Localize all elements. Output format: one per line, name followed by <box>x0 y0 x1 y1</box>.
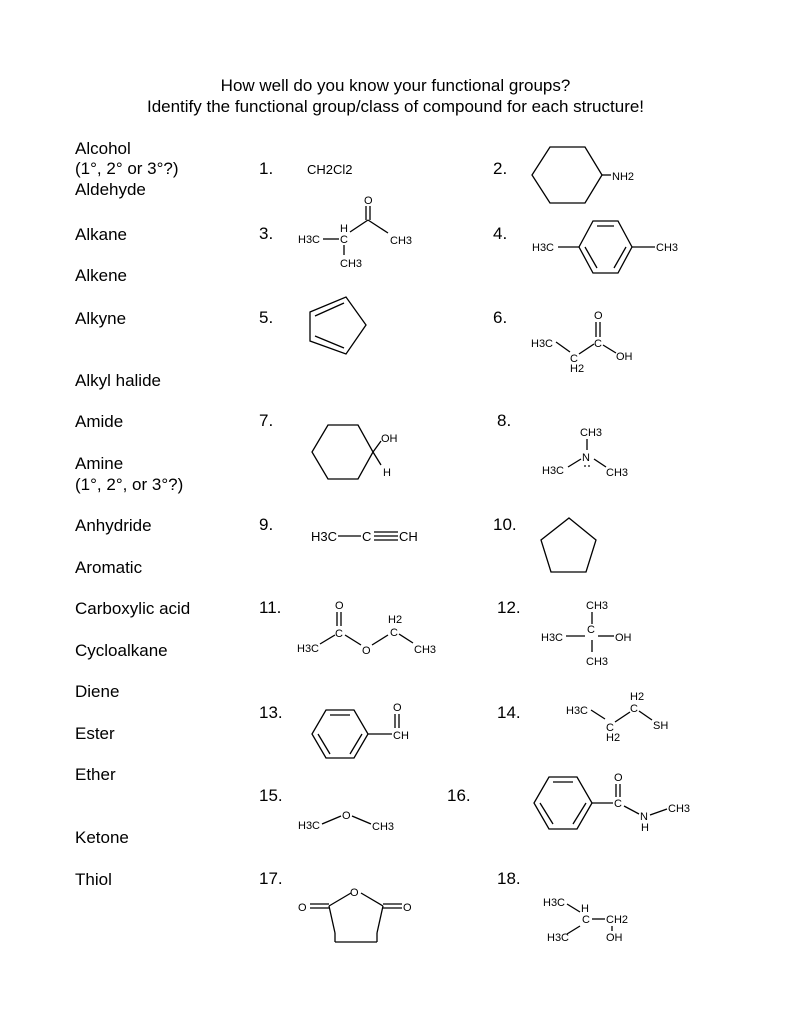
s8-ch3: CH3 <box>580 427 603 439</box>
group-alcohol: Alcohol <box>75 139 131 158</box>
s9-h3c: H3C <box>311 529 338 544</box>
s14-bond-1 <box>591 710 605 719</box>
s6-h3c: H3C <box>531 338 554 350</box>
s15-o: O <box>342 810 351 822</box>
question-number-10: 10. <box>493 515 517 534</box>
s15-h3c: H3C <box>298 820 321 832</box>
s14-bond-2 <box>615 712 630 722</box>
s12-ch3-top: CH3 <box>586 600 609 612</box>
s17-o-right: O <box>403 902 412 914</box>
s16-double-2 <box>573 803 586 824</box>
s6-bond-3 <box>603 345 616 353</box>
s14-c2: C <box>630 703 638 715</box>
title-line-1: How well do you know your functional groups? <box>220 76 571 95</box>
structure-16 <box>534 772 690 834</box>
s9-c: C <box>362 529 372 544</box>
s14-sh: SH <box>653 720 669 732</box>
question-number-2: 2. <box>493 159 508 178</box>
s11-bond-ch3 <box>399 634 413 643</box>
s11-bond-ch2 <box>372 635 388 645</box>
structure-12 <box>541 600 632 668</box>
s10-ring <box>541 518 596 572</box>
s4-h3c: H3C <box>532 242 555 254</box>
structure-4 <box>532 221 678 273</box>
s3-o: O <box>364 195 373 207</box>
s2-cyclohexane-ring <box>532 147 602 203</box>
structure-2 <box>532 147 634 203</box>
s14-bond-3 <box>639 711 652 720</box>
s16-bond-ch3 <box>650 809 667 815</box>
s11-ch3: CH3 <box>414 644 437 656</box>
group-thiol: Thiol <box>75 870 112 889</box>
s6-c2: C <box>594 338 602 350</box>
s8-ch3-right: CH3 <box>606 467 629 479</box>
s13-double-3 <box>318 734 330 754</box>
group-amine: Amine <box>75 454 124 473</box>
s18-oh: OH <box>606 932 623 944</box>
structure-5 <box>310 297 366 354</box>
s4-double-3 <box>585 247 597 268</box>
structure-14 <box>566 691 668 744</box>
s15-bond-left <box>322 816 341 824</box>
question-number-3: 3. <box>259 224 274 243</box>
s18-bond-1 <box>567 904 580 912</box>
s11-c2: C <box>390 627 398 639</box>
s3-h3c: H3C <box>298 234 321 246</box>
structure-8 <box>542 427 628 479</box>
structure-10 <box>541 518 596 572</box>
structure-17 <box>298 887 412 942</box>
s8-n: N <box>582 452 590 464</box>
group-amide: Amide <box>75 412 124 431</box>
title-line-2: Identify the functional group/class of compound for each structure! <box>146 97 645 116</box>
s17-ring-4 <box>377 906 383 933</box>
s14-h3c: H3C <box>566 705 589 717</box>
s16-h: H <box>641 822 649 834</box>
group-ester: Ester <box>75 724 115 743</box>
s18-h: H <box>581 903 589 915</box>
group-alkyne: Alkyne <box>75 309 127 328</box>
group-alcohol-note: (1°, 2° or 3°?) <box>75 159 179 178</box>
s3-c: C <box>340 234 348 246</box>
group-anhydride: Anhydride <box>75 516 152 535</box>
question-number-13: 13. <box>259 703 283 722</box>
s5-double-2 <box>315 336 344 348</box>
question-number-16: 16. <box>447 786 471 805</box>
s8-bond-right <box>594 459 606 467</box>
s14-h2-upper: H2 <box>630 691 645 703</box>
s8-bond-left <box>568 459 581 467</box>
s7-ring <box>312 425 373 479</box>
s2-nh2: NH2 <box>612 171 635 183</box>
s11-o: O <box>335 600 344 612</box>
s1-formula: CH2Cl2 <box>307 162 353 177</box>
s18-h3c-bottom: H3C <box>547 932 570 944</box>
s11-c: C <box>335 628 343 640</box>
question-number-9: 9. <box>259 515 274 534</box>
group-alkene: Alkene <box>75 266 127 285</box>
group-aldehyde: Aldehyde <box>75 180 146 199</box>
s16-benzene-ring <box>534 777 592 829</box>
s3-bond-3 <box>368 220 388 233</box>
question-number-15: 15. <box>259 786 283 805</box>
s15-bond-right <box>352 816 371 824</box>
question-number-17: 17. <box>259 869 283 888</box>
group-ether: Ether <box>75 765 116 784</box>
s7-h: H <box>383 467 391 479</box>
s17-ring-3 <box>329 906 335 933</box>
group-amine-note: (1°, 2°, or 3°?) <box>75 475 184 494</box>
s16-n: N <box>640 811 648 823</box>
question-number-6: 6. <box>493 308 508 327</box>
s9-ch: CH <box>399 529 418 544</box>
s12-h3c: H3C <box>541 632 564 644</box>
s11-bond-o <box>345 635 361 645</box>
structure-11 <box>297 600 436 657</box>
s16-double-3 <box>540 803 553 824</box>
question-number-14: 14. <box>497 703 521 722</box>
s18-c: C <box>582 914 590 926</box>
s13-ch: CH <box>393 730 409 742</box>
s14-h2-lower: H2 <box>606 732 621 744</box>
s4-double-2 <box>614 247 626 268</box>
question-number-1: 1. <box>259 159 274 178</box>
s8-lone-pair-2 <box>588 465 590 467</box>
s7-oh: OH <box>381 433 398 445</box>
s12-oh: OH <box>615 632 632 644</box>
structure-9 <box>311 529 418 544</box>
structure-13 <box>312 702 409 758</box>
s17-ring-2 <box>361 893 383 906</box>
question-number-18: 18. <box>497 869 521 888</box>
s14-c: C <box>606 722 614 734</box>
group-cycloalkane: Cycloalkane <box>75 641 168 660</box>
s6-c: C <box>570 353 578 365</box>
question-number-4: 4. <box>493 224 508 243</box>
group-diene: Diene <box>75 682 120 701</box>
s16-ch3: CH3 <box>668 803 691 815</box>
structure-15 <box>298 810 394 833</box>
s6-bond-2 <box>579 344 594 354</box>
s11-bond-methyl <box>320 635 335 644</box>
s11-h3c: H3C <box>297 643 320 655</box>
s5-double-1 <box>315 303 344 316</box>
question-number-5: 5. <box>259 308 274 327</box>
s13-double-2 <box>350 734 362 754</box>
structure-7 <box>312 425 398 479</box>
group-alkyl-halide: Alkyl halide <box>75 371 161 390</box>
group-alkane: Alkane <box>75 225 127 244</box>
s6-bond-1 <box>556 342 570 352</box>
s15-ch3: CH3 <box>372 821 395 833</box>
question-number-8: 8. <box>497 411 512 430</box>
structure-3 <box>298 195 412 270</box>
question-number-11: 11. <box>259 598 282 617</box>
s3-bond-2 <box>350 220 368 232</box>
s12-c: C <box>587 624 595 636</box>
s17-ring-1 <box>329 893 351 906</box>
group-carboxylic-acid: Carboxylic acid <box>75 599 191 618</box>
s13-o: O <box>393 702 402 714</box>
s6-o: O <box>594 310 603 322</box>
s16-c: C <box>614 798 622 810</box>
structure-1 <box>307 162 353 177</box>
s3-h: H <box>340 223 348 235</box>
structure-6 <box>531 310 633 375</box>
s4-benzene-ring <box>579 221 632 273</box>
s11-o-ester: O <box>362 645 371 657</box>
s7-bond-h <box>373 452 381 465</box>
s18-ch2: CH2 <box>606 914 629 926</box>
s4-ch3: CH3 <box>656 242 679 254</box>
s13-benzene-ring <box>312 710 368 758</box>
s16-bond-n <box>624 806 639 814</box>
s12-ch3-bottom: CH3 <box>586 656 609 668</box>
question-number-12: 12. <box>497 598 521 617</box>
s16-o: O <box>614 772 623 784</box>
s3-ch3: CH3 <box>390 235 413 247</box>
s17-o-ring: O <box>350 887 359 899</box>
s6-oh: OH <box>616 351 633 363</box>
s7-bond-oh <box>373 441 381 452</box>
group-ketone: Ketone <box>75 828 129 847</box>
question-number-7: 7. <box>259 411 274 430</box>
group-aromatic: Aromatic <box>75 558 143 577</box>
s11-h2: H2 <box>388 614 403 626</box>
s3-ch3-bottom: CH3 <box>340 258 363 270</box>
s6-h2: H2 <box>570 363 585 375</box>
s8-h3c: H3C <box>542 465 565 477</box>
s8-lone-pair-1 <box>584 465 586 467</box>
s17-o-left: O <box>298 902 307 914</box>
structure-18 <box>543 897 628 944</box>
s18-h3c-top: H3C <box>543 897 566 909</box>
